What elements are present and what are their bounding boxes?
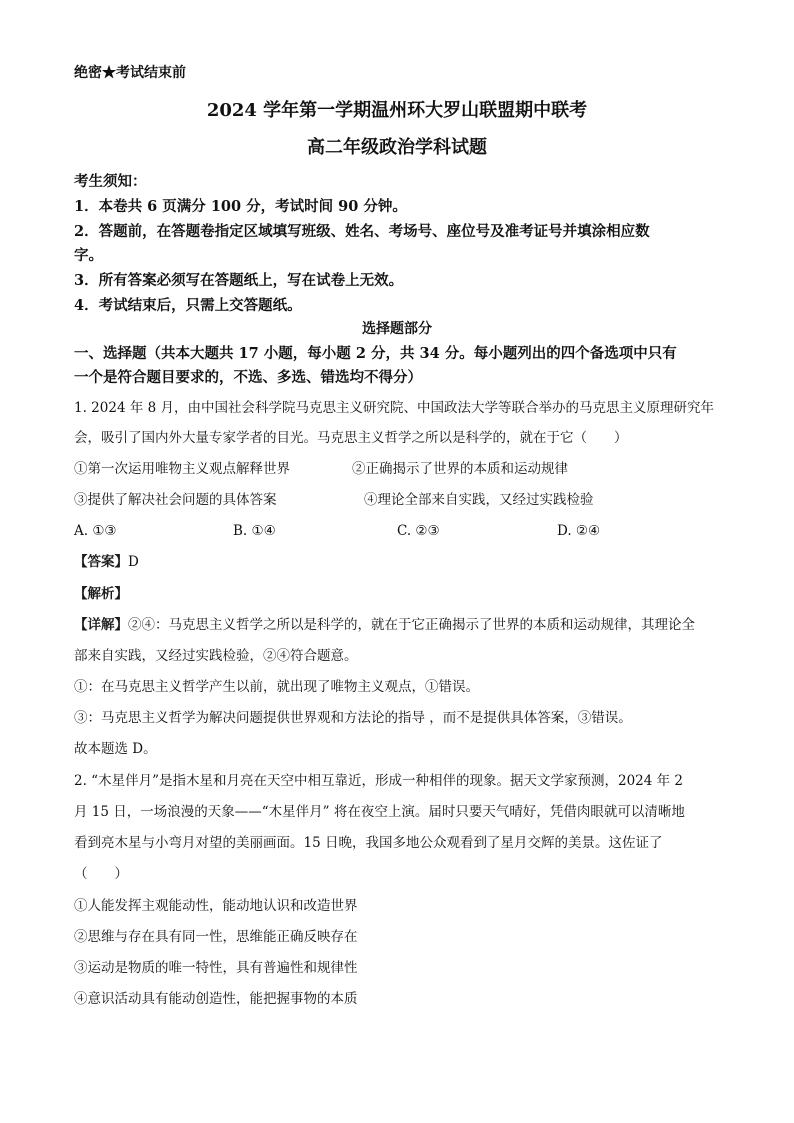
- notice-item-1: 1．本卷共 6 页满分 100 分，考试时间 90 分钟。: [74, 198, 407, 215]
- q1-statement-4: ④理论全部来自实践，又经过实践检验: [364, 492, 594, 508]
- q2-statement-1: ①人能发挥主观能动性，能动地认识和改造世界: [74, 898, 358, 914]
- notice-heading: 考生须知：: [74, 173, 147, 190]
- exam-title: 2024 学年第一学期温州环大罗山联盟期中联考: [206, 100, 588, 121]
- detail-tag: 【详解】: [74, 617, 128, 633]
- section-instruction-2: 一个是符合题目要求的，不选、多选、错选均不得分）: [74, 369, 422, 386]
- analysis-tag: 【解析】: [74, 586, 128, 602]
- q1-detail-4: ③：马克思主义哲学为解决问题提供世界观和方法论的指导 ，而不是提供具体答案，③错误。: [74, 710, 632, 726]
- q1-statement-3: ③提供了解决社会问题的具体答案: [74, 492, 277, 508]
- q2-stem-1: 2. “木星伴月”是指木星和月亮在天空中相互靠近，形成一种相伴的现象。据天文学家预测，2024 年 2: [74, 773, 684, 789]
- q1-option-c: C. ②③: [397, 523, 440, 539]
- exam-subtitle: 高二年级政治学科试题: [307, 137, 487, 158]
- q1-analysis-row: [74, 584, 128, 604]
- q1-answer-value: D: [128, 554, 139, 570]
- notice-item-2: 2．答题前，在答题卷指定区域填写班级、姓名、考场号、座位号及准考证号并填涂相应数: [74, 223, 650, 240]
- q1-conclusion: 故本题选 D。: [74, 741, 157, 757]
- q1-answer-row: [74, 552, 139, 572]
- q2-stem-4: （ ）: [74, 866, 128, 882]
- q1-option-a: A. ①③: [74, 523, 117, 539]
- q1-detail-3: ①：在马克思主义哲学产生以前，就出现了唯物主义观点，①错误。: [74, 679, 479, 695]
- q1-option-d: D. ②④: [557, 523, 601, 539]
- notice-item-2-cont: 字。: [74, 247, 103, 264]
- notice-item-4: 4．考试结束后，只需上交答题纸。: [74, 297, 302, 314]
- notice-item-3: 3．所有答案必须写在答题纸上，写在试卷上无效。: [74, 272, 404, 289]
- q2-statement-4: ④意识活动具有能动创造性，能把握事物的本质: [74, 991, 358, 1007]
- q1-detail-text-1: ②④：马克思主义哲学之所以是科学的，就在于它正确揭示了世界的本质和运动规律，其理论全: [128, 617, 695, 633]
- q2-stem-3: 看到亮木星与小弯月对望的美丽画面。15 日晚，我国多地公众观看到了星月交辉的美景。这佐证了: [74, 835, 663, 851]
- q1-stem-1: 1. 2024 年 8 月，由中国社会科学院马克思主义研究院、中国政法大学等联合举办的马克思主义原理研究年: [74, 400, 714, 416]
- q1-detail-1: [74, 615, 695, 635]
- q1-stem-2: 会，吸引了国内外大量专家学者的目光。马克思主义哲学之所以是科学的，就在于它（ ）: [74, 430, 628, 446]
- answer-tag: 【答案】: [74, 554, 128, 570]
- top-secret-label: 绝密★考试结束前: [74, 65, 186, 81]
- q1-detail-2: 部来自实践，又经过实践检验，②④符合题意。: [74, 648, 358, 664]
- q2-statement-2: ②思维与存在具有同一性，思维能正确反映存在: [74, 929, 358, 945]
- q1-option-b: B. ①④: [233, 523, 276, 539]
- q1-statement-2: ②正确揭示了世界的本质和运动规律: [352, 461, 568, 477]
- q2-stem-2: 月 15 日，一场浪漫的天象——“木星伴月” 将在夜空上演。届时只要天气晴好，凭借肉眼就可以清晰地: [74, 804, 685, 820]
- section-title: 选择题部分: [362, 321, 432, 337]
- section-instruction-1: 一、选择题（共本大题共 17 小题，每小题 2 分，共 34 分。每小题列出的四个备选项中只有: [74, 345, 677, 362]
- q1-statement-1: ①第一次运用唯物主义观点解释世界: [74, 461, 290, 477]
- q2-statement-3: ③运动是物质的唯一特性，具有普遍性和规律性: [74, 960, 358, 976]
